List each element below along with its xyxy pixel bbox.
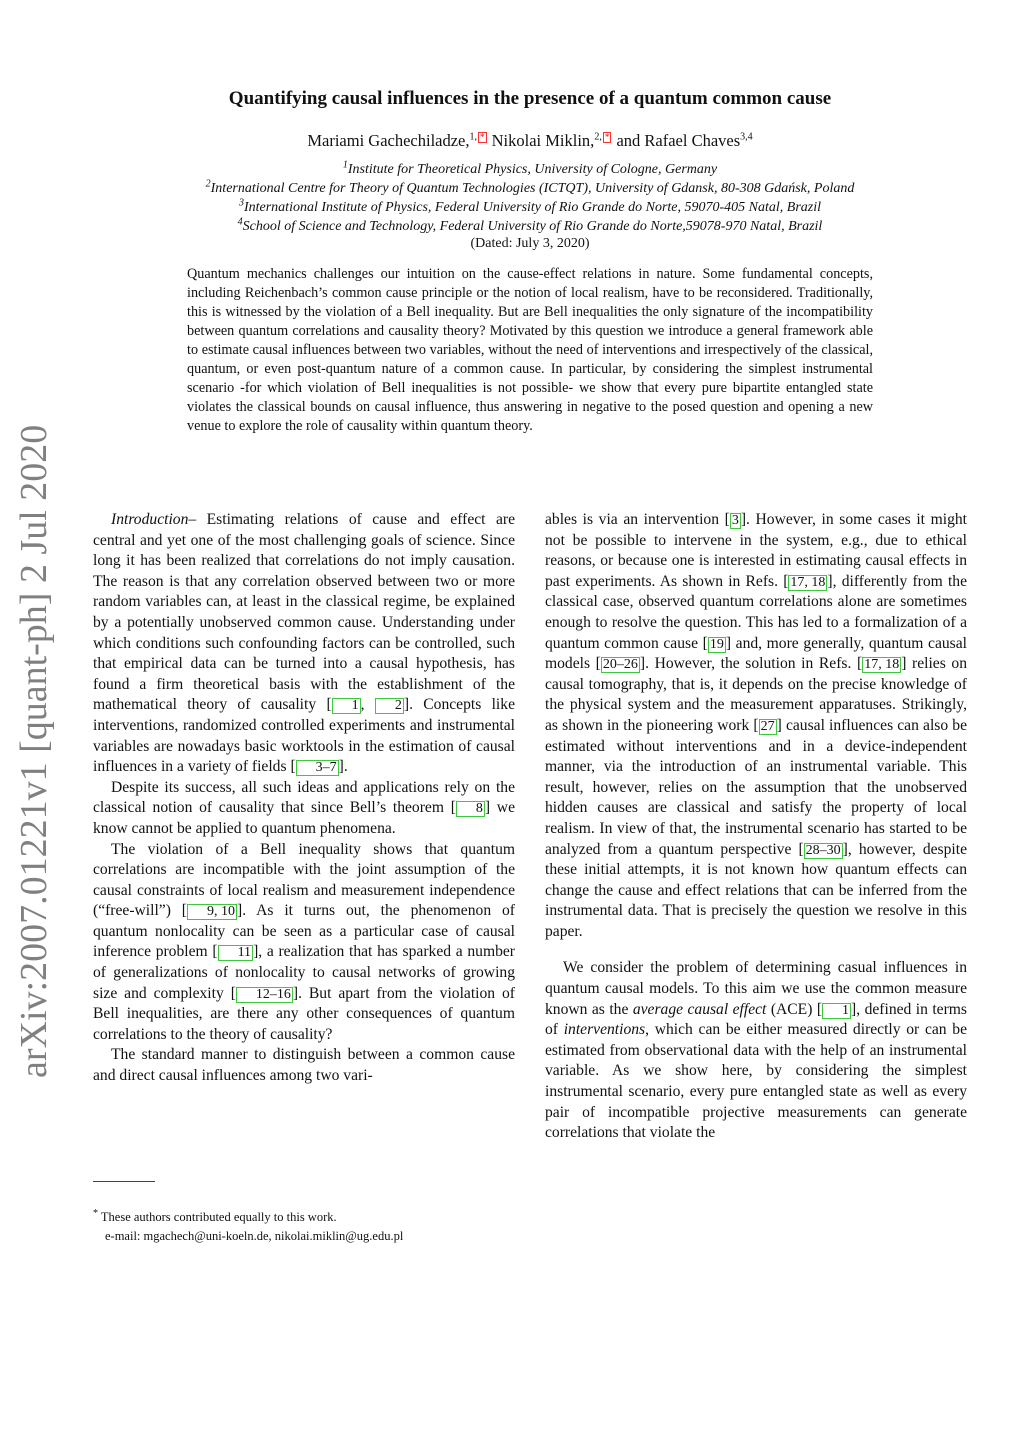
text-run: (ACE): [766, 1000, 817, 1018]
text-run: causal influences can also be estimated without interventions and in a device-independent manner, via the introduction of an instrumental variable. This result, however, relies on the assumption that the unobserved hidden causes are classical and satisfy the property of local realism. In view of that, the instrumental scenario has started to be analyzed from a quantum perspective: [545, 716, 968, 858]
footnote-emails: e-mail: mgachech@uni-koeln.de, nikolai.miklin@ug.edu.pl: [105, 1229, 404, 1243]
right-column: [545, 510, 967, 1144]
author-1-affil: 1,: [469, 131, 478, 143]
text-run: , defined in terms of: [545, 1000, 967, 1039]
affiliation-2-text: International Centre for Theory of Quantum Technologies (ICTQT), University of Gdansk, 80-308 Gdańsk, Poland: [210, 181, 855, 196]
author-3: and Rafael Chaves: [616, 131, 741, 150]
text-run: The violation of a Bell inequality shows that quantum correlations are incompatible with the joint assumption of the causal constraints of local realism and measurement independence (“free-will”): [93, 840, 515, 920]
affiliation-2-num: 2: [205, 178, 211, 190]
text-run: Estimating relations of cause and effect are central and yet one of the most challenging goals of science. Since long it has been realized that correlations do not imply causation. The reason is that any correlation observed between two or more random variables can, at least in the classical regime, be explained by a potentially unobserved common cause. Understanding under which conditions such confounding factors can be controlled, such that empirical data can be turned into a causal hypothesis, has found a firm theoretical basis with the establishment of the mathematical theory of causality: [93, 511, 515, 714]
affiliation-3-num: 3: [238, 197, 244, 209]
footnote-text: These authors contributed equally to this work.: [100, 1210, 337, 1224]
author-2: Nikolai Miklin,: [491, 131, 595, 150]
left-column: [93, 510, 515, 1087]
citation-link[interactable]: 3: [731, 513, 739, 528]
text-run: and, more generally, quantum causal models: [545, 634, 967, 673]
paragraph: ables is via an intervention [ 3 ]. However, in some cases it might not be possible to intervene in the system, e.g., due to ethical reasons, or because one is interested in estimating causal effects in past experiments. As shown in Refs. [ 17, 18 ], differently from the classical case, observed quantum correlations alone are sometimes enough to resolve the question. This has led to a formalization of a quantum common cause [ 19 ] and, more generally, quantum causal models [ 20–26 ]. However, the solution in Refs. [ 17, 18 ] relies on causal tomography, that is, it depends on the precise knowledge of the physical system and the measurement apparatuses. Strikingly, as shown in the pioneering work [ 27 ] causal influences can also be estimated without interventions and in a device-independent manner, via the introduction of an instrumental variable. This result, however, relies on the assumption that the unobserved hidden causes are classical and satisfy the property of local realism. In view of that, the instrumental scenario has started to be analyzed from a quantum perspective [ 28–30 ], however, despite these initial attempts, it is not known how quantum effects can change the cause and effect relations that can be inferred from the instrumental data. That is precisely the question we resolve in this paper.: [545, 511, 968, 940]
text-run: . However, in some cases it might not be possible to intervene in the system, e.g., due to ethical reasons, or because one is interested in estimating causal effects in past experiments. As shown in Refs.: [545, 511, 967, 590]
affiliation-4-text: School of Science and Technology, Federal University of Rio Grande do Norte,59078-970 Natal, Brazil: [242, 219, 823, 234]
footnote-line-1: [93, 1208, 513, 1227]
author-1-footnote-link[interactable]: *: [480, 131, 485, 142]
text-run: , which can be either measured directly or can be estimated from observational data with the help of an instrumental variable. As we show here, by considering the simplest instrumental scenario, every pure entangled state as well as every pair of incompatible projective measurements can generate correlations that violate the: [545, 1021, 968, 1142]
paragraph: Despite its success, all such ideas and applications rely on the classical notion of causality that since Bell’s theorem [ 8 ] we know cannot be applied to quantum phenomena.: [93, 778, 515, 837]
text-run: Despite its success, all such ideas and applications rely on the classical notion of causality that since Bell’s theorem: [93, 778, 515, 817]
text-run: . As it turns out, the phenomenon of quantum nonlocality can be seen as a particular case of causal inference problem: [93, 902, 515, 961]
affiliation-2: [0, 179, 1024, 198]
text-run: , differently from the classical case, observed quantum correlations alone are sometimes enough to resolve the question. This has led to a formalization of a quantum common cause: [545, 572, 968, 652]
text-run: . However, the solution in Refs.: [645, 655, 857, 673]
intro-paragraph: Introduction– Estimating relations of cause and effect are central and yet one of the most challenging goals of science. Since long it has been realized that correlations do not imply causation. The reason is that any correlation observed between two or more random variables can, at least in the classical regime, be explained by a potentially unobserved common cause. Understanding under which conditions such confounding factors can be controlled, such that empirical data can be turned into a causal hypothesis, has found a firm theoretical basis with the establishment of the mathematical theory of causality [ 1 , 2 ]. Concepts like interventions, randomized controlled experiments and instrumental variables are nowadays basic worktools in the estimation of causal influences in a variety of fields [ 3–7 ].: [93, 511, 515, 776]
paragraph: We consider the problem of determining casual influences in quantum causal models. To this aim we use the common measure known as the average causal effect (ACE) [ 1 ], defined in terms of interventions, which can be either measured directly or can be estimated from observational data with the help of an instrumental variable. As we show here, by considering the simplest instrumental scenario, every pure entangled state as well as every pair of incompatible projective measurements can generate correlations that violate the: [545, 959, 968, 1142]
dated-line: (Dated: July 3, 2020): [470, 236, 590, 251]
paper-title: Quantifying causal influences in the presence of a quantum common cause: [228, 88, 832, 109]
citation-link[interactable]: 8: [456, 801, 485, 817]
affiliation-4-num: 4: [237, 216, 243, 228]
text-run: , however, despite these initial attempts, it is not known how quantum effects can change the cause and effect relations that can be inferred from the instrumental data. That is precisely the question we resolve in this paper.: [545, 840, 968, 940]
text-run: . But apart from the violation of Bell inequalities, are there any other consequences of quantum correlations to the theory of causality?: [93, 984, 515, 1043]
affiliation-1-text: Institute for Theoretical Physics, University of Cologne, Germany: [347, 162, 718, 177]
affiliation-3-text: International Institute of Physics, Federal University of Rio Grande do Norte, 59070-405 Natal, Brazil: [243, 200, 822, 215]
citation-link[interactable]: 28–30: [805, 842, 841, 858]
citation-link[interactable]: 19: [709, 636, 724, 652]
emphasis: interventions: [563, 1021, 646, 1039]
affiliation-1-num: 1: [342, 159, 348, 171]
citation-link[interactable]: 20–26: [602, 657, 638, 673]
citation-link[interactable]: 12–16: [236, 987, 293, 1003]
citation-link[interactable]: 17, 18: [790, 574, 826, 590]
arxiv-stamp: arXiv:2007.01221v1 [quant-ph] 2 Jul 2020: [13, 424, 55, 1078]
footnote-divider: [93, 1181, 155, 1182]
citation-link[interactable]: 3–7: [296, 760, 339, 776]
author-3-affil: 3,4: [740, 131, 753, 143]
text-run: relies on causal tomography, that is, it depends on the precise knowledge of the physical system and the measurement apparatuses. Strikingly, as shown in the pioneering work: [545, 655, 967, 734]
text-run: . Concepts like interventions, randomized controlled experiments and instrumental variables are nowadays basic worktools in the estimation of causal influences in a variety of fields: [93, 696, 515, 776]
abstract: Quantum mechanics challenges our intuition on the cause-effect relations in nature. Some fundamental concepts, including Reichenbach’s common cause principle or the notion of local realism, have to be reconsidered. Traditionally, this is witnessed by the violation of a Bell inequality. But are Bell inequalities the only signature of the incompatibility between quantum correlations and causality theory? Motivated by this question we introduce a general framework able to estimate causal influences between two variables, without the need of interventions and irrespectively of the classical, quantum, or even post-quantum nature of a common cause. In particular, by considering the simplest instrumental scenario -for which violation of Bell inequalities is not possible- we show that every pure bipartite entangled state violates the classical bounds on causal influence, thus answering in negative to the posed question and opening a new venue to explore the role of causality within quantum theory.: [187, 266, 873, 434]
affiliation-1: [0, 160, 1024, 179]
paragraph: The standard manner to distinguish between a common cause and direct causal influences among two vari-: [93, 1046, 515, 1085]
author-2-footnote-link[interactable]: *: [604, 131, 610, 142]
footnote-mark: *: [93, 1207, 98, 1219]
citation-link[interactable]: 17, 18: [864, 657, 900, 673]
author-1: Mariami Gachechiladze,: [307, 131, 470, 150]
emphasis: average causal effect: [632, 1000, 767, 1018]
citation-link[interactable]: 1: [822, 1003, 851, 1019]
paragraph: The violation of a Bell inequality shows that quantum correlations are incompatible with the joint assumption of the causal constraints of local realism and measurement independence (“free-will”) [ 9, 10 ]. As it turns out, the phenomenon of quantum nonlocality can be seen as a particular case of causal inference problem [ 11 ], a realization that has sparked a number of generalizations of nonlocality to causal networks of growing size and complexity [ 12–16 ]. But apart from the violation of Bell inequalities, are there any other consequences of quantum correlations to the theory of causality?: [93, 840, 515, 1043]
author-2-affil: 2,: [594, 131, 602, 143]
citation-link[interactable]: 11: [218, 945, 253, 961]
author-list: [0, 131, 1024, 151]
citation-link[interactable]: 9, 10: [187, 904, 237, 920]
text-run: We consider the problem of determining casual influences in quantum causal models. To this aim we use the common measure known as the: [545, 959, 967, 1018]
citation-link[interactable]: 27: [760, 718, 775, 734]
affiliation-3: [0, 198, 1024, 217]
footnote: [93, 1208, 513, 1246]
intro-label: Introduction–: [111, 511, 197, 528]
citation-link[interactable]: 2: [375, 698, 404, 714]
affiliation-4: [0, 217, 1024, 236]
text-run: , a realization that has sparked a number of generalizations of nonlocality to causal networks of growing size and complexity: [93, 943, 515, 1002]
text-run: we know cannot be applied to quantum phenomena.: [93, 799, 515, 837]
citation-link[interactable]: 1: [332, 698, 361, 714]
text-run: ables is via an intervention: [545, 511, 725, 528]
